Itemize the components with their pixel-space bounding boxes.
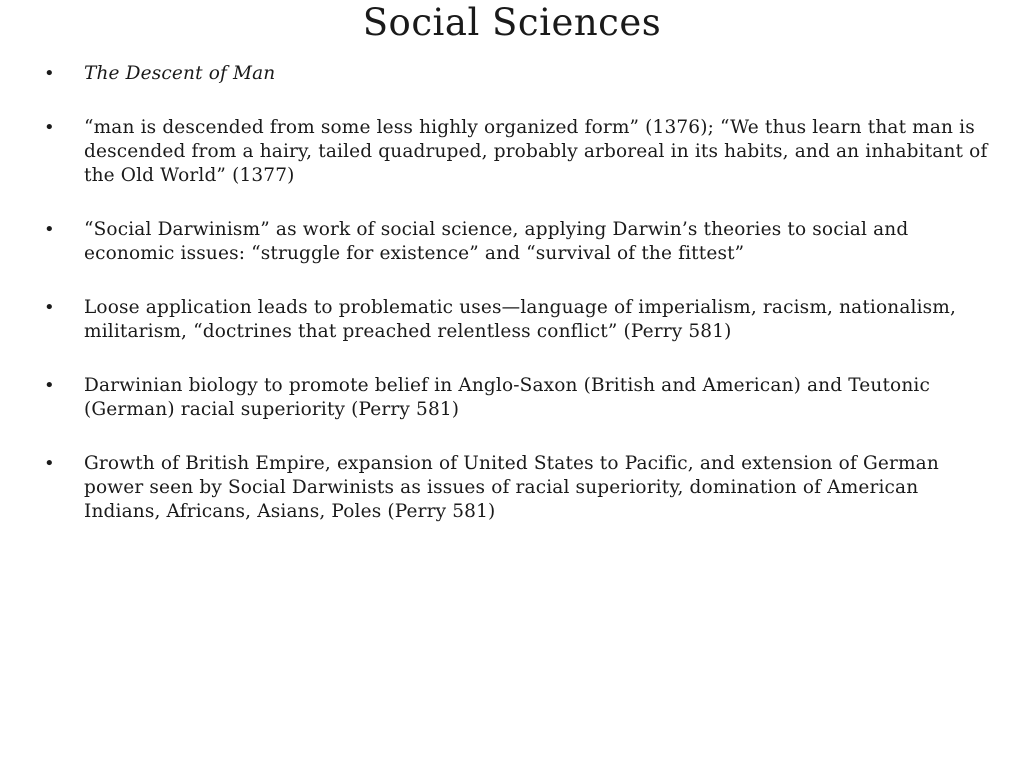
bullet-list: [40, 62, 990, 554]
bullet-text: Loose application leads to problematic uses—language of imperialism, racism, nationalism, militarism, “doctrines that preached relentless conflict” (Perry 581): [84, 297, 957, 342]
bullet-icon: •: [44, 219, 55, 240]
bullet-text: “Social Darwinism” as work of social science, applying Darwin’s theories to social and economic issues: “struggle for existence” and “survival of the fittest”: [84, 219, 909, 264]
bullet-item-social-darwinism: [40, 218, 990, 266]
bullet-text: “man is descended from some less highly organized form” (1376); “We thus learn that man is descended from a hairy, tailed quadruped, probably arboreal in its habits, and an inhabitant of the Old World” (1377): [84, 117, 988, 186]
slide-title: Social Sciences: [362, 1, 662, 44]
bullet-icon: •: [44, 297, 55, 318]
bullet-text: The Descent of Man: [84, 63, 276, 84]
bullet-icon: •: [44, 117, 55, 138]
bullet-icon: •: [44, 375, 55, 396]
bullet-icon: •: [44, 63, 55, 84]
bullet-item-descent-of-man: [40, 62, 990, 86]
bullet-item-loose-application: [40, 296, 990, 344]
bullet-icon: •: [44, 453, 55, 474]
bullet-item-darwin-quote: [40, 116, 990, 188]
bullet-item-british-empire: [40, 452, 990, 524]
bullet-item-darwinian-biology: [40, 374, 990, 422]
bullet-text: Growth of British Empire, expansion of United States to Pacific, and extension of German power seen by Social Darwinists as issues of racial superiority, domination of American Indians, Africans, Asians, Poles (Perry 581): [84, 453, 939, 522]
bullet-text: Darwinian biology to promote belief in Anglo-Saxon (British and American) and Teutonic (German) racial superiority (Perry 581): [84, 375, 930, 420]
